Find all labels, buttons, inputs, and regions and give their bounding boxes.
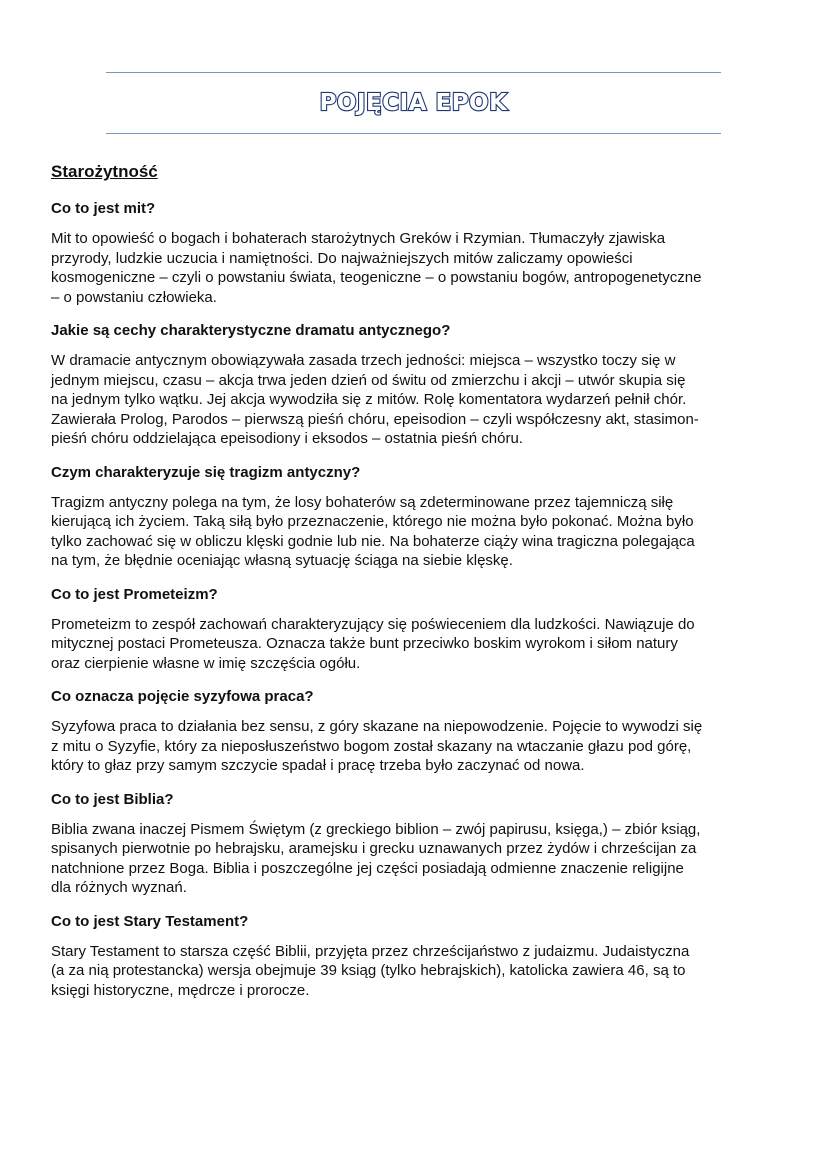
answer-line: – o powstaniu człowieka. bbox=[51, 288, 217, 306]
question-heading: Czym charakteryzuje się tragizm antyczny? bbox=[51, 463, 361, 481]
question-heading: Co to jest Prometeizm? bbox=[51, 585, 218, 603]
question-heading: Co to jest Stary Testament? bbox=[51, 912, 249, 930]
answer-line: na jednym tylko wątku. Jej akcja wywodziła się z mitów. Rolę komentatora wydarzeń pełnił chór. bbox=[51, 391, 687, 408]
title-bottom-rule bbox=[106, 133, 721, 134]
answer-line: Tragizm antyczny polega na tym, że losy bohaterów są zdeterminowane przez tajemniczą siłę bbox=[51, 493, 674, 511]
qa-list bbox=[51, 199, 781, 1000]
question-heading: Jakie są cechy charakterystyczne dramatu antycznego? bbox=[51, 322, 451, 339]
answer-paragraph bbox=[51, 717, 781, 776]
answer-paragraph bbox=[51, 493, 781, 571]
question-heading: Co to jest mit? bbox=[51, 200, 156, 217]
question-heading: Co oznacza pojęcie syzyfowa praca? bbox=[51, 688, 314, 705]
answer-paragraph bbox=[51, 942, 781, 1001]
answer-line: przyrody, ludzkie uczucia i namiętności. Do najważniejszych mitów zaliczamy opowieści bbox=[51, 249, 633, 267]
answer-line: tylko zachować się w obliczu klęski godnie lub nie. Na bohaterze ciąży wina tragiczna polegająca bbox=[51, 532, 695, 550]
answer-line: jednym miejscu, czasu – akcja trwa jeden dzień od świtu od zmierzchu i akcji – utwór skupia się bbox=[51, 371, 686, 389]
document-body bbox=[51, 159, 781, 1014]
answer-paragraph bbox=[51, 351, 781, 449]
answer-line: księgi historyczne, mędrcze i prorocze. bbox=[51, 981, 310, 999]
answer-line: Mit to opowieść o bogach i bohaterach starożytnych Greków i Rzymian. Tłumaczyły zjawiska bbox=[51, 230, 666, 247]
answer-line: oraz cierpienie własne w imię szczęścia ogółu. bbox=[51, 654, 361, 672]
answer-line: W dramacie antycznym obowiązywała zasada trzech jedności: miejsca – wszystko toczy się w bbox=[51, 352, 676, 369]
answer-line: dla różnych wyznań. bbox=[51, 879, 187, 896]
answer-line: pieśń chóru oddzielająca epeisodiony i eksodos – ostatnia pieśń chóru. bbox=[51, 430, 523, 447]
answer-line: Stary Testament to starsza część Biblii, przyjęta przez chrześcijaństwo z judaizmu. Judaistyczna bbox=[51, 942, 690, 960]
answer-line: mitycznej postaci Prometeusza. Oznacza także bunt przeciwko boskim wyrokom i siłom natury bbox=[51, 635, 678, 652]
answer-line: z mitu o Syzyfie, który za nieposłuszeństwo bogom został skazany na wtaczanie głazu pod górę, bbox=[51, 737, 692, 755]
answer-line: na tym, że błędnie oceniając własną sytuację ściąga na siebie klęskę. bbox=[51, 552, 513, 569]
answer-paragraph bbox=[51, 229, 781, 307]
answer-paragraph bbox=[51, 820, 781, 898]
answer-line: (a za nią protestancka) wersja obejmuje 39 ksiąg (tylko hebrajskich), katolicka zawiera 46, są to bbox=[51, 962, 686, 979]
answer-line: spisanych pierwotnie po hebrajsku, aramejsku i grecku uznawanych przez żydów i chrześcijan za bbox=[51, 840, 697, 857]
answer-line: Syzyfowa praca to działania bez sensu, z góry skazane na niepowodzenie. Pojęcie to wywodzi się bbox=[51, 718, 703, 735]
answer-line: Prometeizm to zespół zachowań charakteryzujący się poświeceniem dla ludzkości. Nawiązuje do bbox=[51, 615, 695, 633]
answer-line: kosmogeniczne – czyli o powstaniu świata, teogeniczne – o powstaniu bogów, antropogenetyczne bbox=[51, 269, 702, 286]
answer-line: Biblia zwana inaczej Pismem Świętym (z greckiego biblion – zwój papirusu, księga,) – zbiór ksiąg, bbox=[51, 820, 701, 838]
answer-line: natchnione przez Boga. Biblia i poszczególne jej części posiadają odmienne znaczenie religijne bbox=[51, 859, 684, 877]
answer-line: który to głaz przy samym szczycie spadał i pracę trzeba było zaczynać od nowa. bbox=[51, 757, 585, 774]
question-heading: Co to jest Biblia? bbox=[51, 790, 174, 808]
title-top-rule bbox=[106, 72, 721, 73]
page-title: POJĘCIA EPOK bbox=[319, 90, 508, 116]
answer-paragraph bbox=[51, 615, 781, 674]
title-block bbox=[106, 72, 721, 136]
section-heading: Starożytność bbox=[51, 162, 158, 181]
answer-line: Zawierała Prolog, Parodos – pierwszą pieśń chóru, epeisodion – czyli współczesny akt, stasimon- bbox=[51, 410, 699, 428]
answer-line: kierującą ich życiem. Taką siłą było przeznaczenie, którego nie można było pokonać. Można było bbox=[51, 513, 694, 530]
